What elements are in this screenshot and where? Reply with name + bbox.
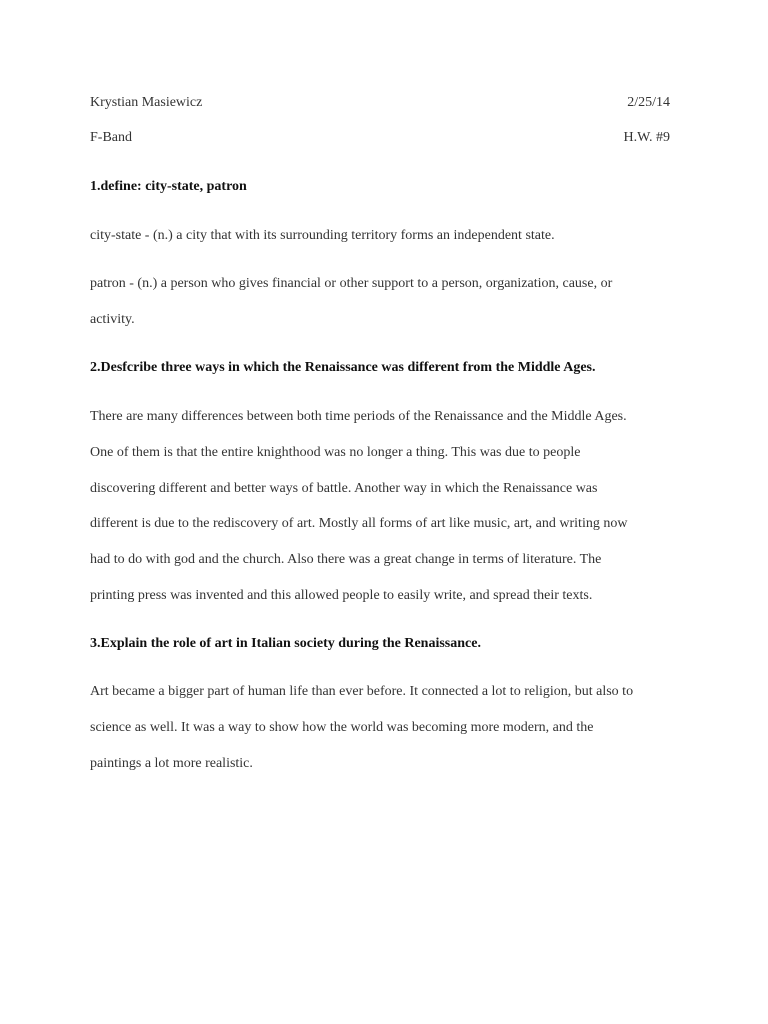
answer-3-line: science as well. It was a way to show how the world was becoming more modern, and the	[90, 720, 594, 735]
answer-2-line: had to do with god and the church. Also there was a great change in terms of literature. The	[90, 552, 602, 567]
band: F-Band	[90, 130, 132, 145]
definition-patron: patron - (n.) a person who gives financial or other support to a person, organization, cause, or	[90, 276, 613, 291]
date: 2/25/14	[627, 95, 670, 110]
student-name: Krystian Masiewicz	[90, 95, 203, 110]
answer-2-line: printing press was invented and this allowed people to easily write, and spread their texts.	[90, 588, 593, 603]
question-1-heading: 1.define: city-state, patron	[90, 179, 247, 194]
assignment-number: H.W. #9	[623, 130, 670, 145]
answer-3-line: paintings a lot more realistic.	[90, 756, 253, 771]
definition-patron-continued: activity.	[90, 312, 135, 327]
definition-city-state: city-state - (n.) a city that with its surrounding territory forms an independent state.	[90, 228, 555, 243]
answer-2-line: discovering different and better ways of battle. Another way in which the Renaissance was	[90, 481, 598, 496]
answer-3-line: Art became a bigger part of human life than ever before. It connected a lot to religion, but also to	[90, 684, 634, 699]
answer-2-line: different is due to the rediscovery of art. Mostly all forms of art like music, art, and writing now	[90, 516, 628, 531]
question-3-heading: 3.Explain the role of art in Italian society during the Renaissance.	[90, 636, 481, 651]
question-2-heading: 2.Desfcribe three ways in which the Renaissance was different from the Middle Ages.	[90, 360, 596, 375]
answer-2-line: There are many differences between both time periods of the Renaissance and the Middle Ages.	[90, 409, 627, 424]
answer-2-line: One of them is that the entire knighthood was no longer a thing. This was due to people	[90, 445, 581, 460]
